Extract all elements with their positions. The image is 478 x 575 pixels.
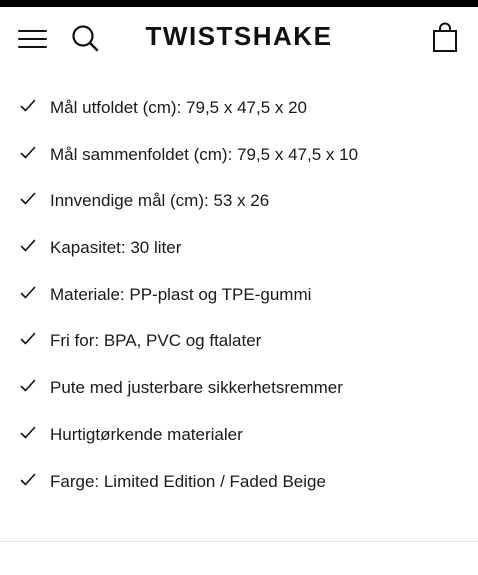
divider [0,541,478,542]
spec-text: Materiale: PP-plast og TPE-gummi [50,284,312,304]
check-icon [20,286,36,300]
top-bar [0,0,478,7]
spec-text: Farge: Limited Edition / Faded Beige [50,471,326,491]
spec-item [0,360,478,407]
spec-item [0,220,478,267]
spec-text: Mål sammenfoldet (cm): 79,5 x 47,5 x 10 [50,144,359,164]
check-icon [20,332,36,346]
check-icon [20,473,36,487]
spec-text: Fri for: BPA, PVC og ftalater [50,331,262,351]
spec-text: Kapasitet: 30 liter [50,238,182,258]
check-icon [20,192,36,206]
brand-logo[interactable]: TWISTSHAKE [145,21,333,51]
spec-item [0,80,478,127]
spec-text: Pute med justerbare sikkerhetsremmer [50,378,343,398]
spec-text: Innvendige mål (cm): 53 x 26 [50,191,270,211]
spec-item [0,454,478,501]
site-header [0,7,478,69]
spec-item [0,313,478,360]
spec-item [0,127,478,174]
shopping-bag-icon[interactable] [431,22,459,54]
product-specs-list [0,80,478,500]
spec-text: Hurtigtørkende materialer [50,424,243,444]
check-icon [20,239,36,253]
check-icon [20,379,36,393]
spec-item [0,173,478,220]
check-icon [20,99,36,113]
check-icon [20,146,36,160]
spec-item [0,267,478,314]
spec-item [0,407,478,454]
check-icon [20,426,36,440]
spec-text: Mål utfoldet (cm): 79,5 x 47,5 x 20 [50,98,308,117]
